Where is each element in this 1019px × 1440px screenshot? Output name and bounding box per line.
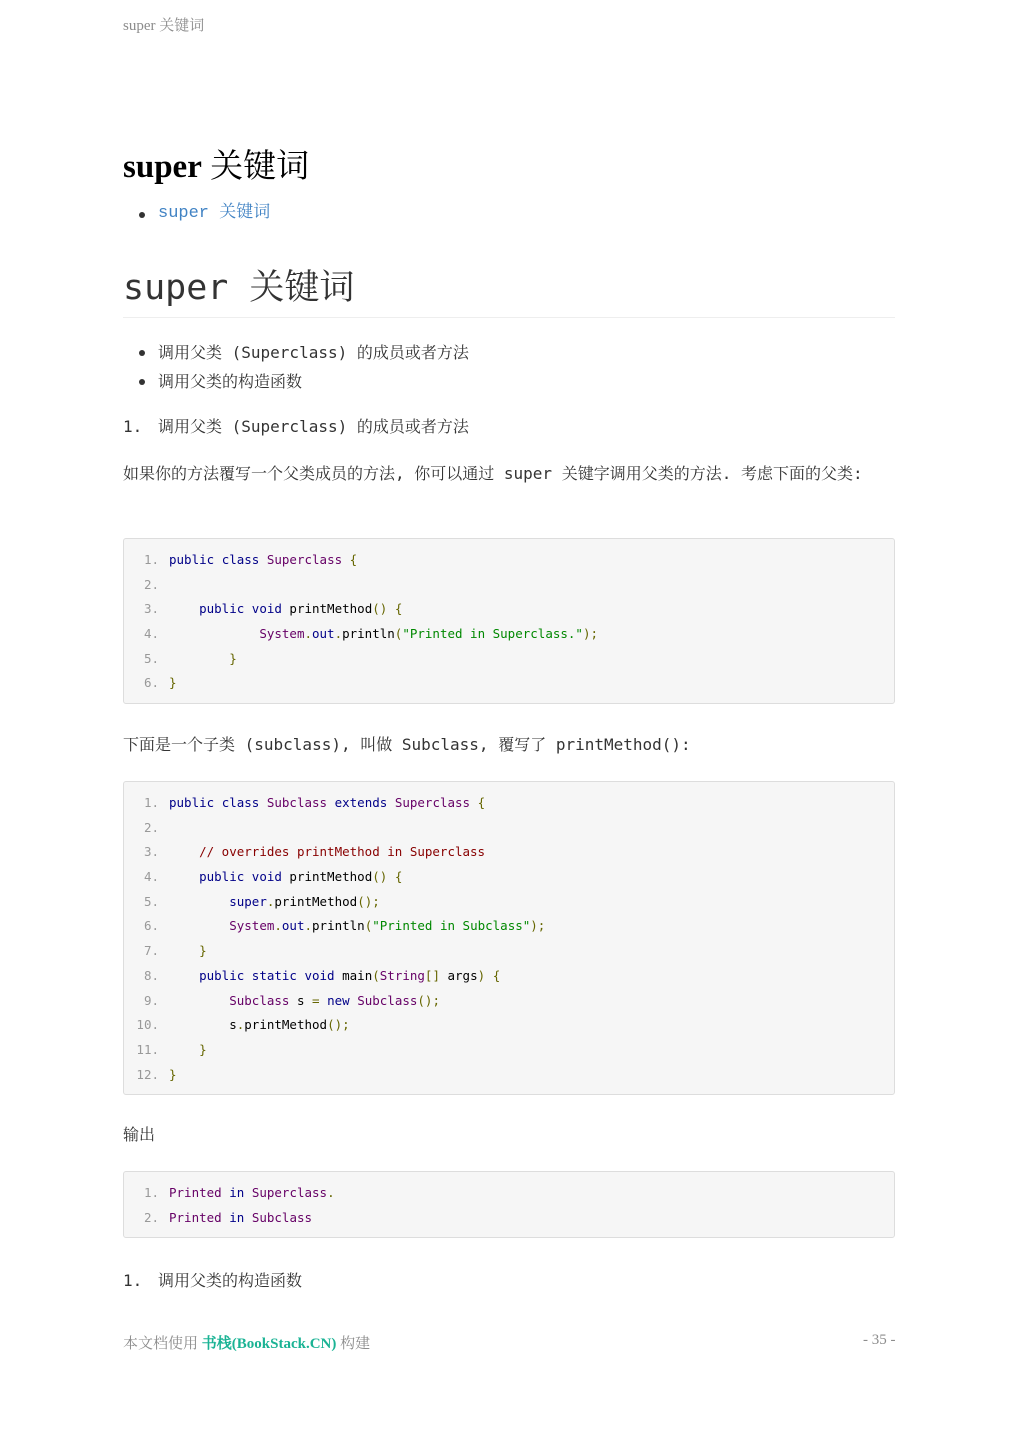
code-line	[124, 840, 894, 865]
code-token: printMethod	[281, 601, 373, 617]
code-token: s	[169, 1017, 237, 1033]
line-number: 8.	[143, 967, 159, 983]
code-token: (	[394, 626, 403, 642]
code-token: println	[342, 626, 395, 642]
numbered-item-number: 1.	[123, 417, 143, 436]
code-line	[124, 890, 894, 915]
code-token: .	[236, 1017, 245, 1033]
paragraph: 输出	[123, 1125, 156, 1144]
code-line	[124, 573, 894, 598]
line-number: 7.	[143, 943, 159, 959]
code-token: "Printed in Superclass."	[402, 626, 583, 642]
line-number: 11.	[136, 1041, 159, 1057]
code-token: System	[259, 626, 305, 642]
code-block-output	[123, 1171, 895, 1238]
code-token: new	[327, 992, 350, 1008]
code-token: void	[304, 967, 335, 983]
code-token	[485, 968, 493, 983]
code-token	[320, 993, 328, 1008]
code-token: )	[477, 967, 486, 983]
code-token: }	[169, 1066, 177, 1082]
code-line	[124, 989, 894, 1014]
code-token: );	[582, 626, 599, 642]
code-token	[169, 601, 199, 616]
code-token	[259, 552, 267, 567]
line-number: 4.	[143, 626, 159, 642]
code-token	[214, 795, 222, 810]
code-token: in	[229, 1185, 245, 1200]
code-token: {	[394, 601, 403, 617]
code-token: Subclass	[357, 992, 418, 1008]
line-number: 6.	[143, 918, 159, 934]
line-number: 6.	[143, 675, 159, 691]
code-token	[169, 993, 229, 1008]
line-number: 3.	[143, 601, 159, 617]
code-token: "Printed in Subclass"	[372, 918, 531, 934]
code-token: public	[199, 967, 245, 983]
code-line	[124, 548, 894, 573]
code-token	[169, 1042, 199, 1057]
code-token: =	[312, 992, 320, 1008]
code-token: );	[530, 918, 546, 934]
code-token: }	[229, 650, 237, 666]
code-token	[244, 968, 252, 983]
line-number: 4.	[143, 869, 159, 885]
code-block-subclass	[123, 781, 895, 1095]
code-block-superclass	[123, 538, 895, 704]
code-line	[124, 1206, 894, 1231]
code-token: static	[251, 967, 297, 983]
code-token: ();	[417, 992, 440, 1008]
code-token: {	[349, 552, 358, 567]
toc-list	[123, 202, 270, 226]
code-token	[327, 795, 335, 810]
code-token: class	[221, 552, 260, 567]
code-token	[169, 943, 199, 958]
code-line	[124, 622, 894, 647]
code-token	[387, 795, 395, 810]
code-line	[124, 1063, 894, 1088]
code-token: []	[424, 967, 440, 983]
line-number: 2.	[143, 819, 159, 835]
numbered-item	[123, 414, 469, 437]
code-token: void	[251, 869, 282, 885]
code-token	[244, 1185, 252, 1200]
code-token: }	[199, 943, 207, 959]
code-token: ();	[357, 893, 380, 909]
code-token	[387, 869, 395, 884]
code-token	[214, 552, 222, 567]
code-token	[244, 869, 252, 884]
line-number: 1.	[143, 552, 159, 567]
code-token: (	[364, 918, 373, 934]
code-token: out	[312, 626, 335, 642]
code-token: {	[492, 967, 501, 983]
running-header: super 关键词	[123, 18, 205, 34]
code-token: println	[312, 918, 365, 934]
code-token: out	[281, 918, 305, 934]
line-number: 5.	[143, 893, 159, 909]
code-token: Subclass	[251, 1209, 313, 1225]
code-token: public	[199, 601, 245, 617]
paragraph: 下面是一个子类 (subclass), 叫做 Subclass, 覆写了 printMethod():	[123, 735, 691, 754]
code-token: Superclass	[251, 1185, 328, 1200]
code-token	[169, 651, 229, 666]
code-token: }	[169, 675, 177, 691]
numbered-item-text: 调用父类的构造函数	[158, 1271, 303, 1290]
code-token: public	[169, 552, 215, 567]
line-number: 3.	[143, 844, 159, 860]
code-token: public	[169, 795, 215, 810]
code-token	[470, 795, 478, 810]
code-line	[124, 1013, 894, 1038]
bullet-item: 调用父类的构造函数	[123, 367, 469, 396]
code-token	[169, 844, 199, 859]
code-token: super	[229, 893, 267, 909]
code-token: Subclass	[229, 992, 290, 1008]
line-number: 5.	[143, 650, 159, 666]
section-heading: super 关键词	[123, 268, 355, 308]
line-number: 2.	[143, 576, 159, 592]
code-line	[124, 939, 894, 964]
code-token: ()	[372, 601, 388, 617]
code-token: s	[289, 992, 313, 1008]
code-token: Subclass	[266, 795, 328, 810]
footer-suffix: 构建	[336, 1336, 371, 1352]
code-token: in	[229, 1209, 245, 1225]
page-title	[123, 140, 309, 187]
code-token	[342, 552, 350, 567]
code-token: System	[229, 918, 275, 934]
numbered-item-number: 1.	[123, 1271, 143, 1290]
code-token: // overrides printMethod in Superclass	[199, 844, 486, 860]
footer-brand-link[interactable]: 书栈(BookStack.CN)	[201, 1336, 337, 1352]
code-line	[124, 791, 894, 816]
code-line	[124, 1038, 894, 1063]
code-token: Superclass	[394, 795, 471, 810]
code-token: Printed	[169, 1185, 222, 1200]
code-token: (	[372, 967, 380, 983]
code-line	[124, 597, 894, 622]
code-token: ()	[372, 869, 388, 885]
bullet-list	[123, 338, 469, 396]
code-token	[169, 894, 229, 909]
code-token: .	[304, 626, 312, 642]
page-number: - 35 -	[863, 1332, 896, 1348]
numbered-item-text: 调用父类 (Superclass) 的成员或者方法	[158, 417, 469, 436]
code-token	[244, 1210, 252, 1225]
code-token: printMethod	[244, 1017, 328, 1033]
code-token: void	[251, 601, 282, 617]
code-line	[124, 964, 894, 989]
code-token	[169, 869, 199, 884]
code-token: .	[327, 1185, 335, 1200]
line-number: 2.	[143, 1209, 159, 1225]
code-token: {	[477, 795, 486, 810]
code-token: {	[394, 869, 403, 885]
code-token	[259, 795, 267, 810]
code-line	[124, 671, 894, 696]
code-token: printMethod	[274, 893, 358, 909]
code-token: main	[334, 967, 373, 983]
code-token: .	[334, 626, 343, 642]
code-token: .	[266, 893, 275, 909]
code-line	[124, 865, 894, 890]
code-token: public	[199, 869, 245, 885]
code-token: .	[274, 918, 282, 934]
line-number: 1.	[143, 1185, 159, 1200]
code-token: String	[379, 967, 425, 983]
code-token	[169, 626, 259, 641]
code-token	[169, 968, 199, 983]
code-token: ();	[327, 1017, 350, 1033]
page-title-latin: super	[123, 149, 202, 185]
footer-prefix: 本文档使用	[123, 1336, 202, 1352]
code-token: }	[199, 1041, 207, 1057]
code-token: Superclass	[266, 552, 343, 567]
code-token	[169, 918, 229, 933]
paragraph: 如果你的方法覆写一个父类成员的方法, 你可以通过 super 关键字调用父类的方法. 考虑下面的父类:	[123, 464, 863, 483]
code-line	[124, 914, 894, 939]
numbered-item	[123, 1268, 302, 1291]
code-token: .	[304, 918, 313, 934]
heading-divider	[123, 317, 895, 318]
code-token: Printed	[169, 1209, 222, 1225]
code-line	[124, 647, 894, 672]
page-title-cjk: 关键词	[201, 149, 310, 185]
code-line	[124, 816, 894, 841]
code-token: class	[221, 795, 260, 810]
line-number: 12.	[136, 1066, 159, 1082]
code-token: printMethod	[281, 869, 373, 885]
footer-credit	[123, 1332, 370, 1353]
bullet-item: 调用父类 (Superclass) 的成员或者方法	[123, 338, 469, 367]
code-token: args	[439, 967, 478, 983]
line-number: 9.	[143, 992, 159, 1008]
code-token	[244, 601, 252, 616]
code-token	[387, 601, 395, 616]
code-line	[124, 1181, 894, 1206]
line-number: 10.	[136, 1017, 159, 1033]
toc-link[interactable]: super 关键词	[123, 202, 270, 226]
line-number: 1.	[143, 795, 159, 810]
code-token: extends	[334, 795, 388, 810]
